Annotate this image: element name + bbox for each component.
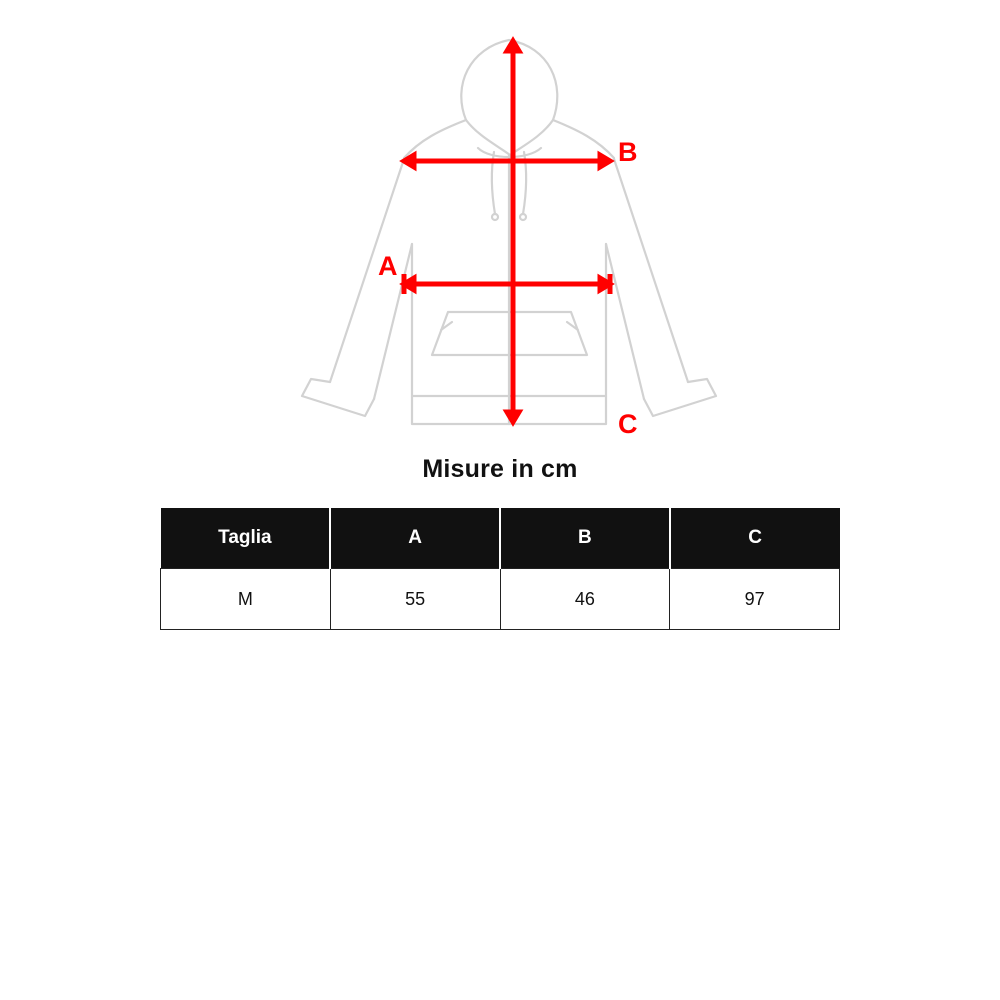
caption-measures-in-cm: Misure in cm [422,455,578,483]
measure-label-a: A [378,251,398,281]
table-header-c: C [670,508,840,569]
size-table [160,508,840,630]
cell-b: 46 [500,569,670,630]
measure-label-c: C [618,409,638,439]
measure-lines [404,41,610,422]
garment-diagram [0,0,1000,450]
table-header-row [161,508,840,569]
cell-a: 55 [330,569,500,630]
table-row [161,569,840,630]
cell-size: M [161,569,331,630]
table-header-a: A [330,508,500,569]
table-header-taglia: Taglia [161,508,331,569]
cell-c: 97 [670,569,840,630]
table-header-b: B [500,508,670,569]
measure-label-b: B [618,137,638,167]
hoodie-outline [302,40,716,424]
